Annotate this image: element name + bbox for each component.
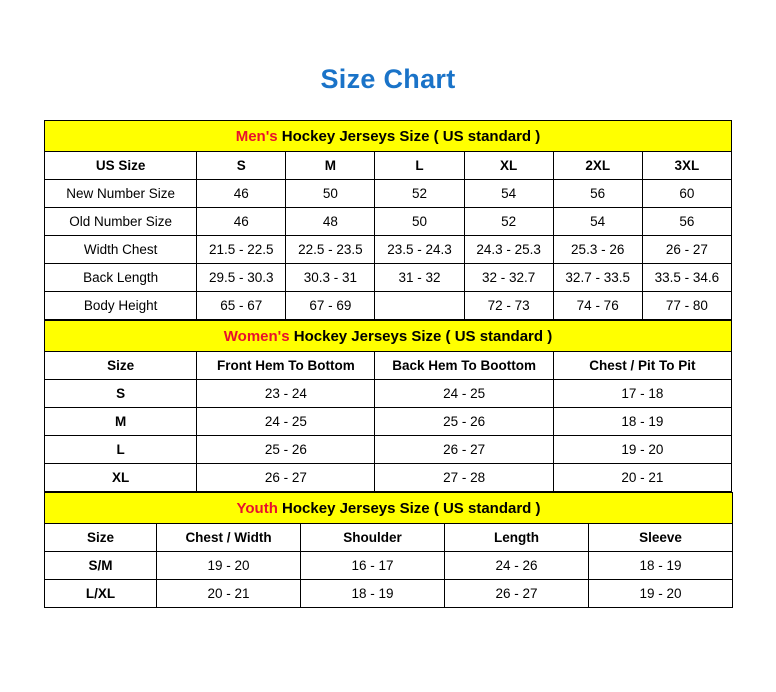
column-header: M [286,152,375,180]
row-label: M [45,408,197,436]
table-row [45,264,732,292]
table-cell: 24 - 25 [375,380,553,408]
womens-band [45,321,732,352]
table-band-row [45,321,732,352]
table-cell: 56 [553,180,642,208]
table-cell: 21.5 - 22.5 [197,236,286,264]
row-label: Body Height [45,292,197,320]
table-cell: 24 - 26 [445,552,589,580]
table-cell: 46 [197,180,286,208]
column-header: Back Hem To Boottom [375,352,553,380]
table-cell: 19 - 20 [589,580,733,608]
table-row [45,180,732,208]
table-cell: 26 - 27 [642,236,731,264]
table-row [45,380,732,408]
column-header: 3XL [642,152,731,180]
table-header-row [45,524,733,552]
table-row [45,552,733,580]
table-cell: 56 [642,208,731,236]
column-header: Size [45,352,197,380]
band-prefix: Women's [223,327,290,345]
table-band-row [45,493,733,524]
table-cell: 20 - 21 [553,464,731,492]
table-header-row [45,152,732,180]
table-cell: 30.3 - 31 [286,264,375,292]
column-header: Sleeve [589,524,733,552]
row-label: New Number Size [45,180,197,208]
table-cell: 54 [553,208,642,236]
table-cell: 33.5 - 34.6 [642,264,731,292]
column-header: Size [45,524,157,552]
table-cell: 46 [197,208,286,236]
table-cell: 19 - 20 [157,552,301,580]
column-header: Shoulder [301,524,445,552]
table-cell: 26 - 27 [445,580,589,608]
table-cell: 65 - 67 [197,292,286,320]
column-header: S [197,152,286,180]
band-rest: Hockey Jerseys Size ( US standard ) [289,327,553,345]
column-header: Front Hem To Bottom [197,352,375,380]
table-cell: 25.3 - 26 [553,236,642,264]
table-cell: 32.7 - 33.5 [553,264,642,292]
column-header: Length [445,524,589,552]
row-label: L [45,436,197,464]
band-prefix: Men's [235,127,278,145]
table-cell: 29.5 - 30.3 [197,264,286,292]
column-header: US Size [45,152,197,180]
size-tables [44,93,732,608]
youth-band [45,493,733,524]
table-cell: 16 - 17 [301,552,445,580]
table-cell: 23.5 - 24.3 [375,236,464,264]
table-cell: 18 - 19 [589,552,733,580]
table-cell: 26 - 27 [197,464,375,492]
table-cell: 31 - 32 [375,264,464,292]
column-header: Chest / Width [157,524,301,552]
table-cell: 18 - 19 [553,408,731,436]
table-cell: 27 - 28 [375,464,553,492]
page-title: Size Chart [320,64,456,94]
table-cell: 25 - 26 [375,408,553,436]
table-cell: 26 - 27 [375,436,553,464]
table-cell: 74 - 76 [553,292,642,320]
row-label: Width Chest [45,236,197,264]
table-row [45,292,732,320]
table-row [45,436,732,464]
row-label: L/XL [45,580,157,608]
table-cell: 17 - 18 [553,380,731,408]
column-header: Chest / Pit To Pit [553,352,731,380]
womens-size-table [44,320,732,492]
table-cell: 54 [464,180,553,208]
table-row [45,464,732,492]
band-rest: Hockey Jerseys Size ( US standard ) [277,499,541,517]
table-cell: 25 - 26 [197,436,375,464]
table-cell: 50 [375,208,464,236]
column-header: XL [464,152,553,180]
table-cell: 48 [286,208,375,236]
table-row [45,580,733,608]
band-prefix: Youth [236,499,278,517]
table-cell: 67 - 69 [286,292,375,320]
row-label: S [45,380,197,408]
column-header: 2XL [553,152,642,180]
table-cell [375,292,464,320]
row-label: Old Number Size [45,208,197,236]
table-cell: 52 [375,180,464,208]
table-row [45,236,732,264]
band-rest: Hockey Jerseys Size ( US standard ) [277,127,541,145]
row-label: S/M [45,552,157,580]
table-row [45,408,732,436]
youth-size-table [44,492,733,608]
table-cell: 24.3 - 25.3 [464,236,553,264]
table-cell: 60 [642,180,731,208]
table-row [45,208,732,236]
table-cell: 19 - 20 [553,436,731,464]
row-label: XL [45,464,197,492]
table-header-row [45,352,732,380]
row-label: Back Length [45,264,197,292]
table-band-row [45,121,732,152]
table-cell: 20 - 21 [157,580,301,608]
table-cell: 23 - 24 [197,380,375,408]
table-cell: 52 [464,208,553,236]
table-cell: 77 - 80 [642,292,731,320]
column-header: L [375,152,464,180]
table-cell: 18 - 19 [301,580,445,608]
table-cell: 50 [286,180,375,208]
mens-band [45,121,732,152]
table-cell: 24 - 25 [197,408,375,436]
table-cell: 32 - 32.7 [464,264,553,292]
table-cell: 72 - 73 [464,292,553,320]
table-cell: 22.5 - 23.5 [286,236,375,264]
mens-size-table [44,120,732,320]
